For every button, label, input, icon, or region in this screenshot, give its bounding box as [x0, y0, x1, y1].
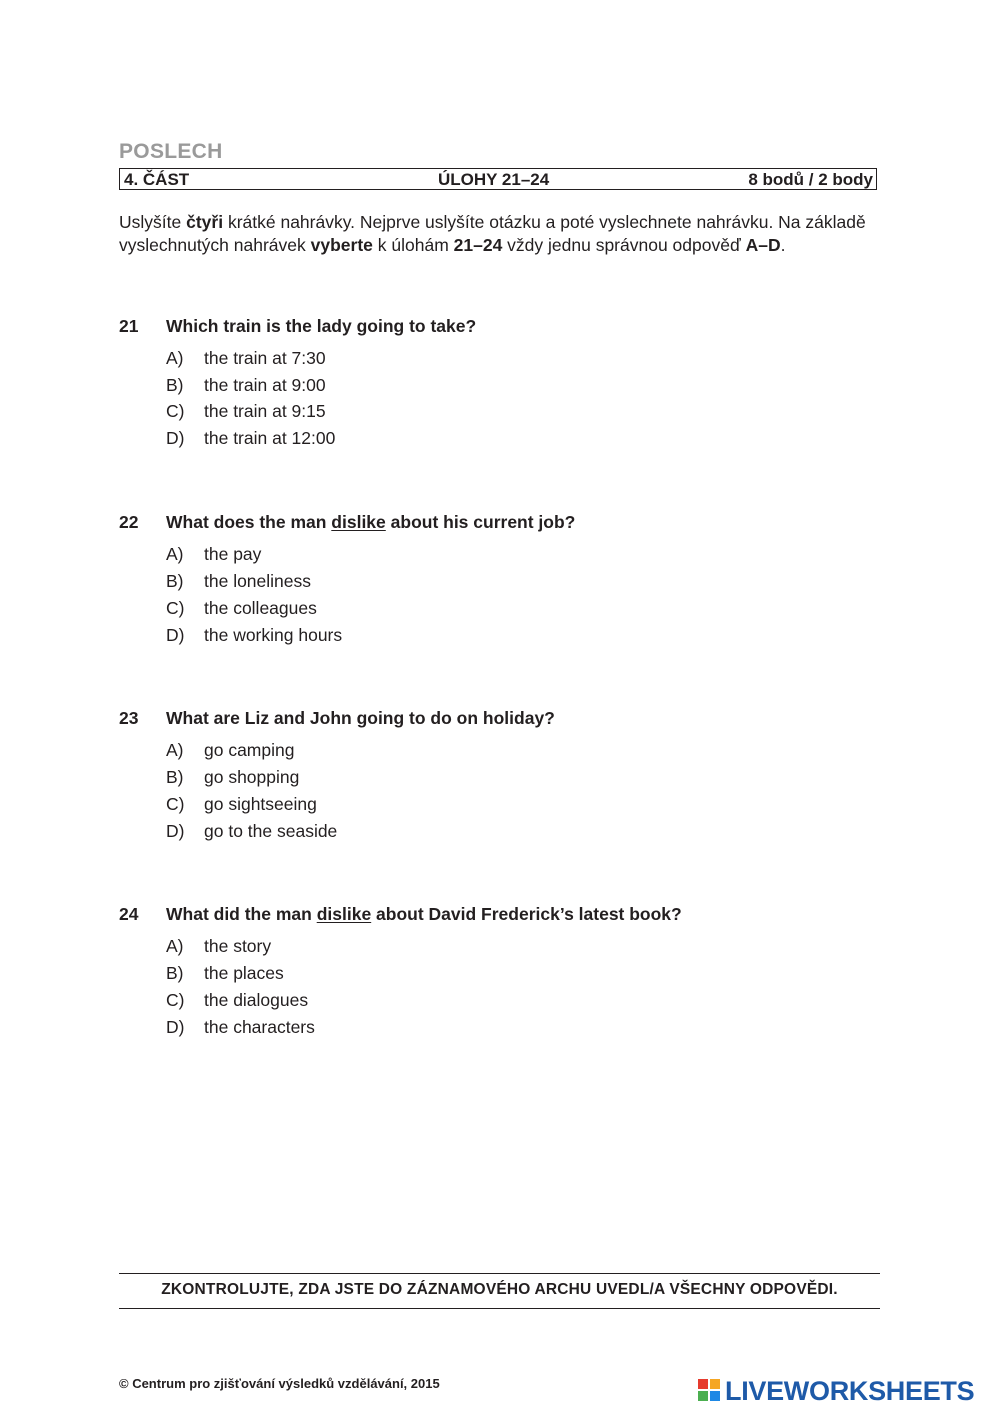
- instructions-text: krátké nahrávky. Nejprve uslyšíte otázku a poté vyslechnete nahrávku. Na základě vyslechnutých nahrávek: [119, 212, 866, 255]
- option-letter[interactable]: A): [166, 936, 184, 956]
- part-header: [119, 168, 877, 190]
- question-text: Which train is the lady going to take?: [166, 316, 477, 336]
- instructions-text: k úlohám: [372, 235, 454, 255]
- tasks-label: ÚLOHY 21–24: [438, 170, 550, 189]
- option-letter[interactable]: A): [166, 544, 184, 564]
- option-text[interactable]: the story: [204, 936, 272, 956]
- option-letter[interactable]: D): [166, 1017, 185, 1037]
- copyright: © Centrum pro zjišťování výsledků vzdělávání, 2015: [119, 1376, 440, 1391]
- instructions-bold: A–D: [745, 235, 781, 255]
- instructions-bold: čtyři: [186, 212, 224, 232]
- instructions-bold: vyberte: [310, 235, 373, 255]
- option-text[interactable]: the train at 9:00: [204, 375, 326, 395]
- question-number: 21: [119, 316, 139, 336]
- instructions: [119, 211, 879, 257]
- option-text[interactable]: go camping: [204, 740, 295, 760]
- option-letter[interactable]: D): [166, 625, 185, 645]
- option-letter[interactable]: A): [166, 348, 184, 368]
- question-number: 24: [119, 904, 139, 924]
- option-letter[interactable]: C): [166, 598, 185, 618]
- option-letter[interactable]: C): [166, 401, 185, 421]
- option-text[interactable]: the colleagues: [204, 598, 317, 618]
- option-text[interactable]: the loneliness: [204, 571, 312, 591]
- option-text[interactable]: go shopping: [204, 767, 300, 787]
- divider-bottom: [119, 1308, 880, 1309]
- option-letter[interactable]: B): [166, 767, 184, 787]
- instructions-text: vždy jednu správnou odpověď: [502, 235, 746, 255]
- option-text[interactable]: go to the seaside: [204, 821, 338, 841]
- option-text[interactable]: the pay: [204, 544, 262, 564]
- option-letter[interactable]: D): [166, 821, 185, 841]
- logo-text: LIVEWORKSHEETS: [725, 1376, 975, 1406]
- question-text: What does the man dislike about his current job?: [166, 512, 576, 532]
- option-text[interactable]: the working hours: [204, 625, 343, 645]
- option-letter[interactable]: B): [166, 571, 184, 591]
- question-number: 23: [119, 708, 139, 728]
- question-number: 22: [119, 512, 139, 532]
- option-text[interactable]: the train at 9:15: [204, 401, 326, 421]
- option-text[interactable]: the train at 7:30: [204, 348, 326, 368]
- check-reminder: ZKONTROLUJTE, ZDA JSTE DO ZÁZNAMOVÉHO ARCHU UVEDL/A VŠECHNY ODPOVĚDI.: [161, 1281, 838, 1298]
- section-title: POSLECH: [119, 140, 223, 163]
- option-text[interactable]: go sightseeing: [204, 794, 317, 814]
- option-letter[interactable]: D): [166, 428, 185, 448]
- option-text[interactable]: the train at 12:00: [204, 428, 336, 448]
- option-letter[interactable]: C): [166, 794, 185, 814]
- logo-blocks-icon: [698, 1379, 722, 1403]
- part-label: 4. ČÁST: [124, 170, 190, 189]
- question-text: What are Liz and John going to do on holiday?: [166, 708, 555, 728]
- question-text: What did the man dislike about David Frederick’s latest book?: [166, 904, 682, 924]
- option-letter[interactable]: A): [166, 740, 184, 760]
- instructions-text: .: [780, 235, 786, 255]
- divider-top: [119, 1273, 880, 1274]
- option-letter[interactable]: B): [166, 375, 184, 395]
- points-label: 8 bodů / 2 body: [748, 170, 873, 189]
- option-text[interactable]: the dialogues: [204, 990, 309, 1010]
- option-text[interactable]: the characters: [204, 1017, 315, 1037]
- option-text[interactable]: the places: [204, 963, 284, 983]
- option-letter[interactable]: C): [166, 990, 185, 1010]
- instructions-text: Uslyšíte: [119, 212, 187, 232]
- instructions-bold: 21–24: [453, 235, 503, 255]
- option-letter[interactable]: B): [166, 963, 184, 983]
